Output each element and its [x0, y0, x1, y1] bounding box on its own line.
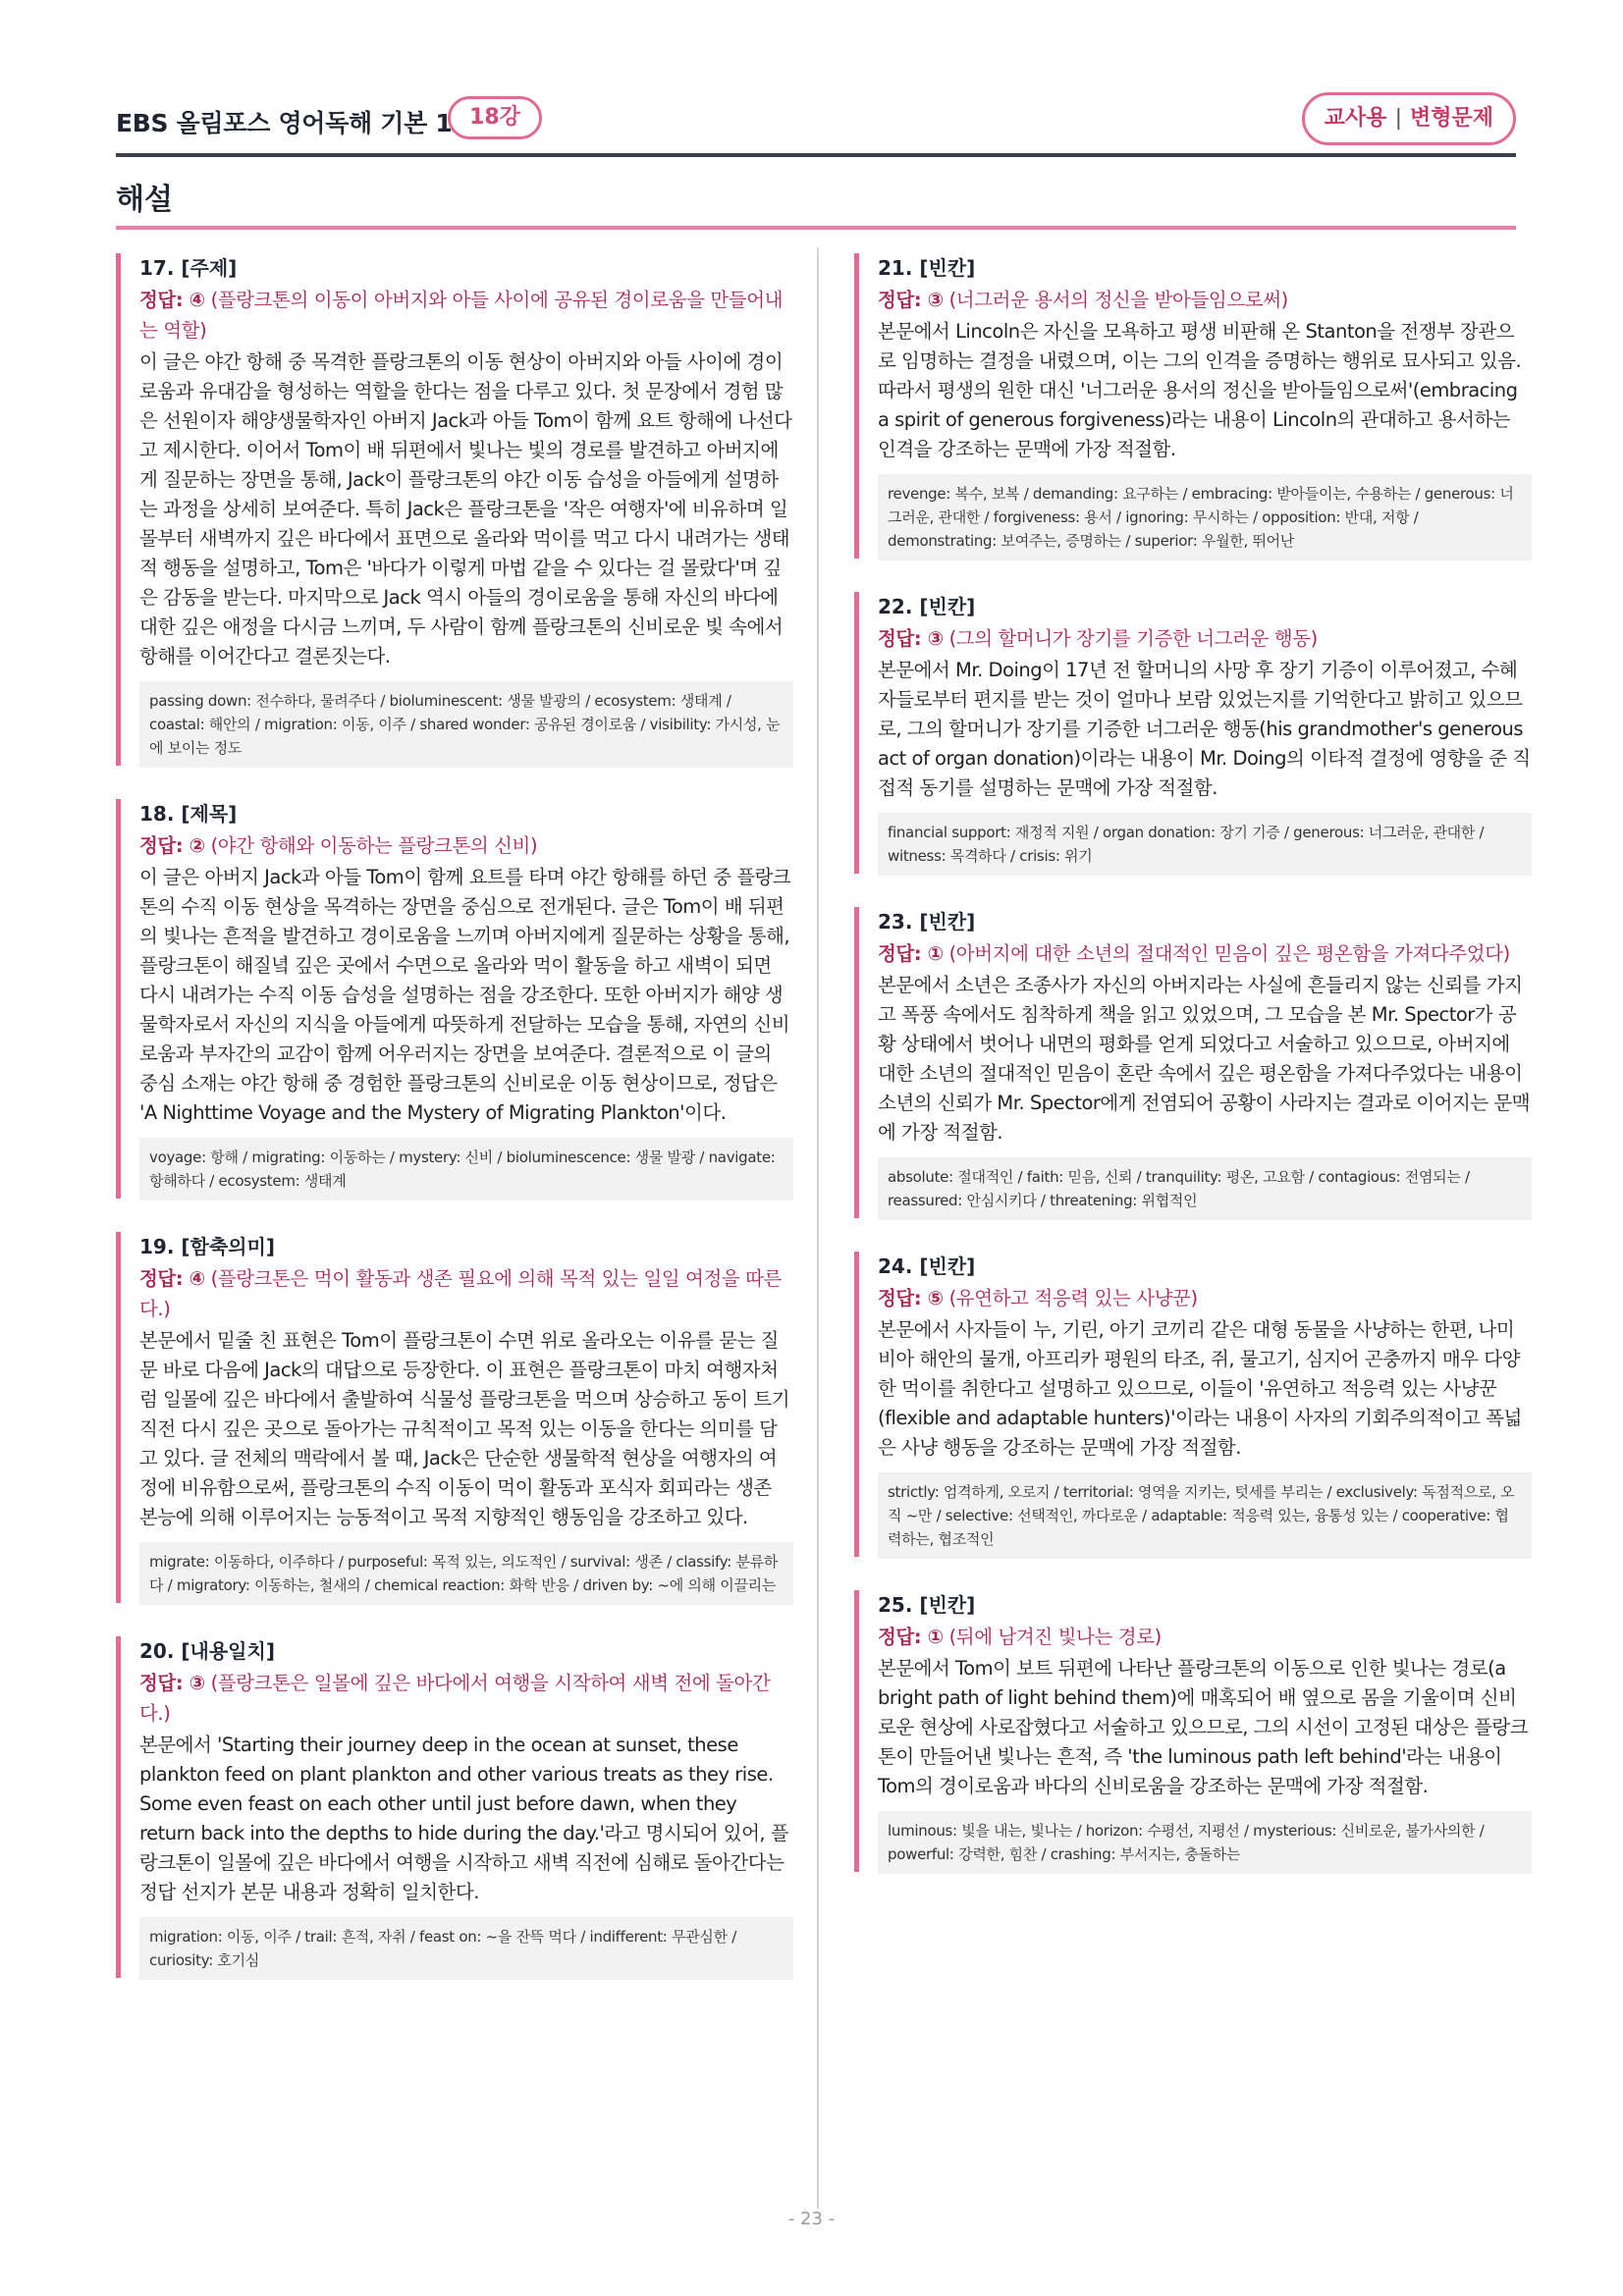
accent-bar	[116, 1636, 121, 1978]
page-header	[116, 94, 1516, 157]
answer-prefix: 정답: ③	[878, 289, 944, 311]
answer-text: (너그러운 용서의 정신을 받아들임으로써)	[948, 289, 1288, 311]
question-number: 23. [빈칸]	[878, 910, 976, 934]
answer-text: (유연하고 적응력 있는 사냥꾼)	[948, 1287, 1198, 1309]
teacher-badge	[1302, 92, 1516, 145]
section-title: 해설	[116, 183, 173, 217]
answer-text: (플랑크톤의 이동이 아버지와 아들 사이에 공유된 경이로움을 만들어내는 역할)	[139, 289, 784, 342]
answer-line	[878, 623, 1532, 654]
vocab-box: migration: 이동, 이주 / trail: 흔적, 자취 / feast on: ~을 잔뜩 먹다 / indifferent: 무관심한 / curiosity: 호기심	[139, 1917, 793, 1980]
variant-label: 변형문제	[1409, 106, 1493, 131]
question-number: 24. [빈칸]	[878, 1255, 976, 1278]
explanation-text: 본문에서 Tom이 보트 뒤편에 나타난 플랑크톤의 이동으로 인한 빛나는 경로(a bright path of light behind them)에 매혹되어 배 옆으로 몸을 기울이며 신비로운 현상에 사로잡혔다고 서술하고 있으므로, 그의 시선이 고정된 대상은 플랑크톤이 만들어낸 빛나는 흔적, 즉 'the luminous path left behind'라는 내용이 Tom의 경이로움과 바다의 신비로움을 강조하는 문맥에 가장 적절함.	[878, 1657, 1529, 1797]
explanation-text: 이 글은 야간 항해 중 목격한 플랑크톤의 이동 현상이 아버지와 아들 사이에 경이로움과 유대감을 형성하는 역할을 한다는 점을 다루고 있다. 첫 문장에서 경험 많은 선원이자 해양생물학자인 아버지 Jack과 아들 Tom이 함께 요트 항해에 나선다고 제시한다. 이어서 Tom이 배 뒤편에서 빛나는 빛의 경로를 발견하고 아버지에게 질문하는 장면을 통해, Jack이 플랑크톤의 야간 이동 습성을 아들에게 설명하는 과정을 상세히 보여준다. 특히 Jack은 플랑크톤을 '작은 여행자'에 비유하며 일몰부터 새벽까지 깊은 바다에서 표면으로 올라와 먹이를 먹고 다시 내려가는 생태적 행동을 설명하고, Tom은 '바다가 이렇게 마법 같을 수 있다는 걸 몰랐다'며 깊은 감동을 받는다. 마지막으로 Jack 역시 아들의 경이로움을 통해 자신의 바다에 대한 깊은 애정을 다시금 느끼며, 두 사람이 함께 플랑크톤의 신비로운 빛 속에서 항해를 이어간다고 결론짓는다.	[139, 350, 792, 667]
book-title: EBS 올림포스 영어독해 기본 1	[116, 109, 453, 137]
teacher-label: 교사용	[1324, 106, 1387, 131]
accent-bar	[854, 1252, 859, 1557]
vocab-box: voyage: 항해 / migrating: 이동하는 / mystery: 신비 / bioluminescence: 생물 발광 / navigate: 항해하다 / ecosystem: 생태계	[139, 1138, 793, 1201]
answer-prefix: 정답: ③	[139, 1672, 205, 1694]
badge-separator: |	[1394, 106, 1402, 131]
accent-bar	[854, 253, 859, 559]
lesson-badge: 18강	[448, 96, 542, 139]
explanation-text: 본문에서 'Starting their journey deep in the ocean at sunset, these plankton feed on plant plankton and other various treats as they rise. Some even feast on each other until just before dawn, when they return back into the depths to hide during the day.'라고 명시되어 있어, 플랑크톤이 일몰에 깊은 바다에서 여행을 시작하고 새벽 직전에 심해로 돌아간다는 정답 선지가 본문 내용과 정확히 일치한다.	[139, 1734, 789, 1903]
answer-text: (플랑크톤은 일몰에 깊은 바다에서 여행을 시작하여 새벽 전에 돌아간다.)	[139, 1672, 771, 1725]
answer-text: (그의 할머니가 장기를 기증한 너그러운 행동)	[948, 627, 1318, 650]
left-column	[116, 251, 793, 2009]
question-number: 17. [주제]	[139, 256, 238, 280]
answer-line	[139, 285, 793, 346]
vocab-box: strictly: 엄격하게, 오로지 / territorial: 영역을 지키는, 텃세를 부리는 / exclusively: 독점적으로, 오직 ~만 / selective: 선택적인, 까다로운 / adaptable: 적응력 있는, 융통성 있는 / cooperative: 협력하는, 협조적인	[878, 1472, 1532, 1559]
question-19	[116, 1230, 793, 1605]
answer-line	[878, 1622, 1532, 1652]
accent-bar	[854, 907, 859, 1218]
answer-text: (아버지에 대한 소년의 절대적인 믿음이 깊은 평온함을 가져다주었다)	[948, 942, 1510, 965]
answer-line	[878, 938, 1532, 969]
answer-prefix: 정답: ④	[139, 289, 205, 311]
section-rule	[116, 226, 1516, 230]
explanation-text: 본문에서 Lincoln은 자신을 모욕하고 평생 비판해 온 Stanton을 전쟁부 장관으로 임명하는 결정을 내렸으며, 이는 그의 인격을 증명하는 행위로 묘사되고 있음. 따라서 평생의 원한 대신 '너그러운 용서의 정신을 받아들임으로써'(embracing a spirit of generous forgiveness)라는 내용이 Lincoln의 관대하고 용서하는 인격을 강조하는 문맥에 가장 적절함.	[878, 320, 1522, 460]
answer-prefix: 정답: ④	[139, 1267, 205, 1290]
accent-bar	[116, 1232, 121, 1603]
explanation-text: 본문에서 사자들이 누, 기린, 아기 코끼리 같은 대형 동물을 사냥하는 한편, 나미비아 해안의 물개, 아프리카 평원의 타조, 쥐, 물고기, 심지어 곤충까지 매우 다양한 먹이를 취한다고 설명하고 있으므로, 이들이 '유연하고 적응력 있는 사냥꾼(flexible and adaptable hunters)'이라는 내용이 사자의 기회주의적이고 폭넓은 사냥 행동을 강조하는 문맥에 가장 적절함.	[878, 1318, 1522, 1459]
answer-prefix: 정답: ①	[878, 1626, 944, 1648]
answer-text: (플랑크톤은 먹이 활동과 생존 필요에 의해 목적 있는 일일 여정을 따른다.)	[139, 1267, 783, 1320]
answer-line	[878, 285, 1532, 315]
page-number: - 23 -	[787, 2209, 836, 2229]
explanation-text: 본문에서 밑줄 친 표현은 Tom이 플랑크톤이 수면 위로 올라오는 이유를 묻는 질문 바로 다음에 Jack의 대답으로 등장한다. 이 표현은 플랑크톤이 마치 여행자처럼 일몰에 깊은 바다에서 출발하여 식물성 플랑크톤을 먹으며 상승하고 동이 트기 직전 다시 깊은 곳으로 돌아가는 규칙적이고 목적 있는 이동을 한다는 의미를 담고 있다. 글 전체의 맥락에서 볼 때, Jack은 단순한 생물학적 현상을 여행자의 여정에 비유함으로써, 플랑크톤의 수직 이동이 먹이 활동과 포식자 회피라는 생존 본능에 의해 이루어지는 능동적이고 목적 지향적인 행동임을 강조하고 있다.	[139, 1329, 790, 1528]
answer-text: (야간 항해와 이동하는 플랑크톤의 신비)	[210, 834, 538, 857]
question-17	[116, 251, 793, 768]
question-20	[116, 1634, 793, 1980]
answer-prefix: 정답: ①	[878, 942, 944, 965]
accent-bar	[116, 253, 121, 766]
question-21	[854, 251, 1532, 561]
column-divider	[817, 247, 819, 2209]
explanation-text: 이 글은 아버지 Jack과 아들 Tom이 함께 요트를 타며 야간 항해를 하던 중 플랑크톤의 수직 이동 현상을 목격하는 장면을 중심으로 전개된다. 글은 Tom이 배 뒤편의 빛나는 흔적을 발견하고 경이로움을 느끼며 아버지에게 질문하는 상황을 통해, 플랑크톤이 해질녘 깊은 곳에서 수면으로 올라와 먹이 활동을 하고 새벽이 되면 다시 내려가는 수직 이동 습성을 설명하는 점을 강조한다. 또한 아버지가 해양 생물학자로서 자신의 지식을 아들에게 따뜻하게 전달하는 모습을 통해, 자연의 신비로움과 부자간의 교감이 함께 어우러지는 장면을 보여준다. 결론적으로 이 글의 중심 소재는 야간 항해 중 경험한 플랑크톤의 신비로운 이동 현상이므로, 정답은 'A Nighttime Voyage and the Mystery of Migrating Plankton'이다.	[139, 866, 791, 1124]
right-column	[854, 251, 1532, 1903]
question-number: 19. [함축의미]	[139, 1235, 275, 1258]
explanation-text: 본문에서 Mr. Doing이 17년 전 할머니의 사망 후 장기 기증이 이루어졌고, 수혜자들로부터 편지를 받는 것이 얼마나 보람 있었는지를 기억한다고 밝히고 있으므로, 그의 할머니가 장기를 기증한 너그러운 행동(his grandmother's generous act of organ donation)이라는 내용이 Mr. Doing의 이타적 결정에 영향을 준 직접적 동기를 설명하는 문맥에 가장 적절함.	[878, 659, 1531, 799]
question-25	[854, 1588, 1532, 1874]
answer-line	[139, 1668, 793, 1729]
answer-line	[139, 1263, 793, 1324]
question-22	[854, 590, 1532, 876]
question-23	[854, 905, 1532, 1220]
answer-prefix: 정답: ②	[139, 834, 205, 857]
vocab-box: absolute: 절대적인 / faith: 믿음, 신뢰 / tranquility: 평온, 고요함 / contagious: 전염되는 / reassured: 안심시키다 / threatening: 위협적인	[878, 1157, 1532, 1220]
question-number: 18. [제목]	[139, 802, 238, 826]
question-number: 25. [빈칸]	[878, 1593, 976, 1617]
accent-bar	[116, 799, 121, 1199]
vocab-box: revenge: 복수, 보복 / demanding: 요구하는 / embracing: 받아들이는, 수용하는 / generous: 너그러운, 관대한 / forgiveness: 용서 / ignoring: 무시하는 / opposition: 반대, 저항 / demonstrating: 보여주는, 증명하는 / superior: 우월한, 뛰어난	[878, 474, 1532, 561]
question-24	[854, 1250, 1532, 1559]
answer-line	[878, 1283, 1532, 1313]
vocab-box: passing down: 전수하다, 물려주다 / bioluminescent: 생물 발광의 / ecosystem: 생태계 / coastal: 해안의 / migration: 이동, 이주 / shared wonder: 공유된 경이로움 / visibility: 가시성, 눈에 보이는 정도	[139, 681, 793, 768]
question-number: 21. [빈칸]	[878, 256, 976, 280]
answer-prefix: 정답: ⑤	[878, 1287, 944, 1309]
answer-line	[139, 830, 793, 861]
question-number: 22. [빈칸]	[878, 595, 976, 618]
vocab-box: migrate: 이동하다, 이주하다 / purposeful: 목적 있는, 의도적인 / survival: 생존 / classify: 분류하다 / migratory: 이동하는, 철새의 / chemical reaction: 화학 반응 / driven by: ~에 의해 이끌리는	[139, 1542, 793, 1605]
question-18	[116, 797, 793, 1201]
vocab-box: financial support: 재정적 지원 / organ donation: 장기 기증 / generous: 너그러운, 관대한 / witness: 목격하다 / crisis: 위기	[878, 813, 1532, 876]
answer-prefix: 정답: ③	[878, 627, 944, 650]
answer-text: (뒤에 남겨진 빛나는 경로)	[948, 1626, 1162, 1648]
vocab-box: luminous: 빛을 내는, 빛나는 / horizon: 수평선, 지평선 / mysterious: 신비로운, 불가사의한 / powerful: 강력한, 힘찬 / crashing: 부서지는, 충돌하는	[878, 1811, 1532, 1874]
question-number: 20. [내용일치]	[139, 1639, 275, 1663]
explanation-text: 본문에서 소년은 조종사가 자신의 아버지라는 사실에 흔들리지 않는 신뢰를 가지고 폭풍 속에서도 침착하게 책을 읽고 있었으며, 그 모습을 본 Mr. Spector가 공황 상태에서 벗어나 내면의 평화를 얻게 되었다고 서술하고 있으므로, 아버지에 대한 소년의 절대적인 믿음이 혼란 속에서 깊은 평온함을 가져다주었다는 내용이 소년의 신뢰가 Mr. Spector에게 전염되어 공황이 사라지는 결과로 이어지는 문맥에 가장 적절함.	[878, 974, 1531, 1144]
accent-bar	[854, 1590, 859, 1872]
accent-bar	[854, 592, 859, 874]
